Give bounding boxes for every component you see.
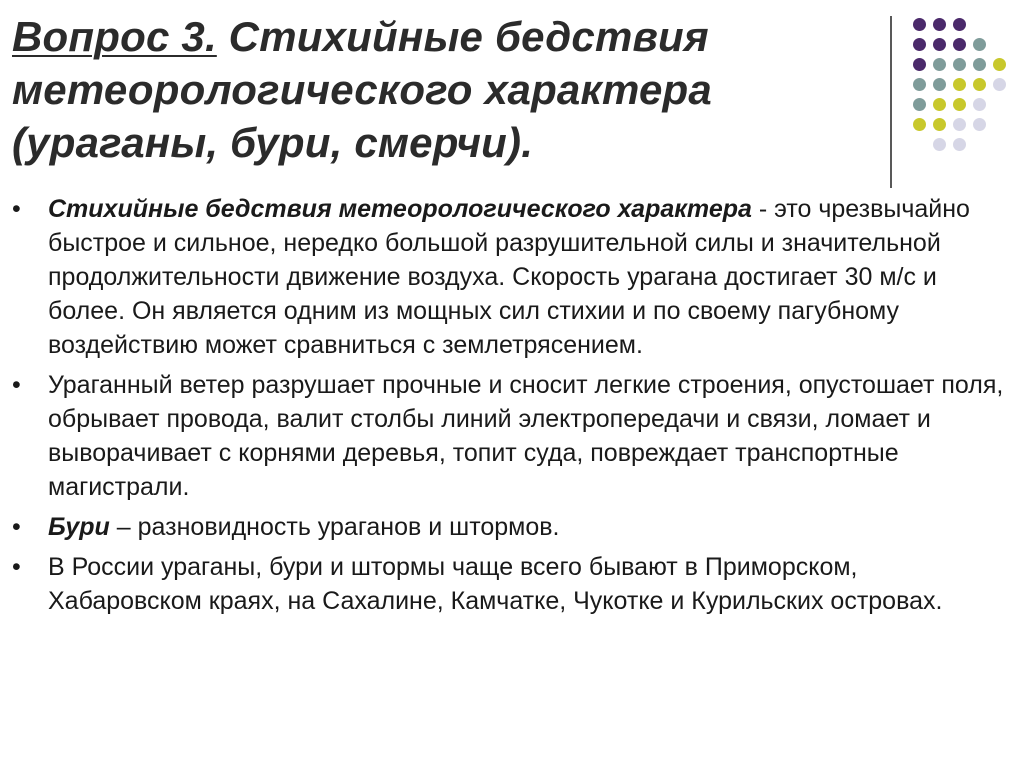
bullet-icon: • xyxy=(12,553,21,581)
bullet-text: - это чрезвычайно быстрое и сильное, нередко большой разрушительной силы и значительной продолжительности движение воздуха. Скорость урагана достигает 30 м/с и более. Он является одним из мощных сил стихии и по своему пагубному воздействию может сравниться с землетрясением. xyxy=(48,195,970,359)
bullet-item xyxy=(12,510,1007,544)
decorative-dot xyxy=(973,78,986,91)
decorative-dot xyxy=(933,58,946,71)
bullet-icon: • xyxy=(12,371,21,399)
decorative-dot xyxy=(933,78,946,91)
decorative-dot xyxy=(913,58,926,71)
decorative-dot xyxy=(913,118,926,131)
bullet-icon: • xyxy=(12,513,21,541)
decorative-dot xyxy=(933,98,946,111)
question-number: Вопрос 3. xyxy=(12,13,217,60)
decorative-dot xyxy=(953,118,966,131)
decorative-dot xyxy=(973,98,986,111)
bullet-item xyxy=(12,368,1007,504)
decorative-dot xyxy=(953,58,966,71)
decorative-dot xyxy=(933,138,946,151)
title-text: Стихийные бедствия метеорологического характера (ураганы, бури, смерчи). xyxy=(12,13,712,166)
bullet-term: Бури xyxy=(48,513,110,541)
bullet-text: В России ураганы, бури и штормы чаще всего бывают в Приморском, Хабаровском краях, на Сахалине, Камчатке, Чукотке и Курильских островах. xyxy=(48,553,943,615)
decorative-dot xyxy=(953,18,966,31)
bullet-list xyxy=(12,192,1007,624)
decorative-dot xyxy=(953,98,966,111)
bullet-text: Ураганный ветер разрушает прочные и сносит легкие строения, опустошает поля, обрывает провода, валит столбы линий электропередачи и связи, ломает и выворачивает с корнями деревья, топит суда, повреждает транспортные магистрали. xyxy=(48,371,1004,501)
bullet-icon: • xyxy=(12,195,21,223)
slide-title xyxy=(12,10,872,169)
bullet-item xyxy=(12,550,1007,618)
decorative-dot xyxy=(993,58,1006,71)
decorative-dot xyxy=(973,118,986,131)
vertical-divider xyxy=(890,16,892,188)
decorative-dot xyxy=(973,38,986,51)
decorative-dot xyxy=(953,138,966,151)
decorative-dot xyxy=(933,38,946,51)
decorative-dot xyxy=(953,78,966,91)
decorative-dot xyxy=(993,78,1006,91)
decorative-dot xyxy=(913,78,926,91)
decorative-dot xyxy=(913,98,926,111)
decorative-dot xyxy=(953,38,966,51)
bullet-text: – разновидность ураганов и штормов. xyxy=(109,513,560,541)
decorative-dot xyxy=(933,18,946,31)
decorative-dot xyxy=(973,58,986,71)
decorative-dot xyxy=(933,118,946,131)
decorative-dot xyxy=(913,18,926,31)
bullet-term: Стихийные бедствия метеорологического характера xyxy=(48,195,752,223)
decorative-dot xyxy=(913,38,926,51)
bullet-item xyxy=(12,192,1007,362)
